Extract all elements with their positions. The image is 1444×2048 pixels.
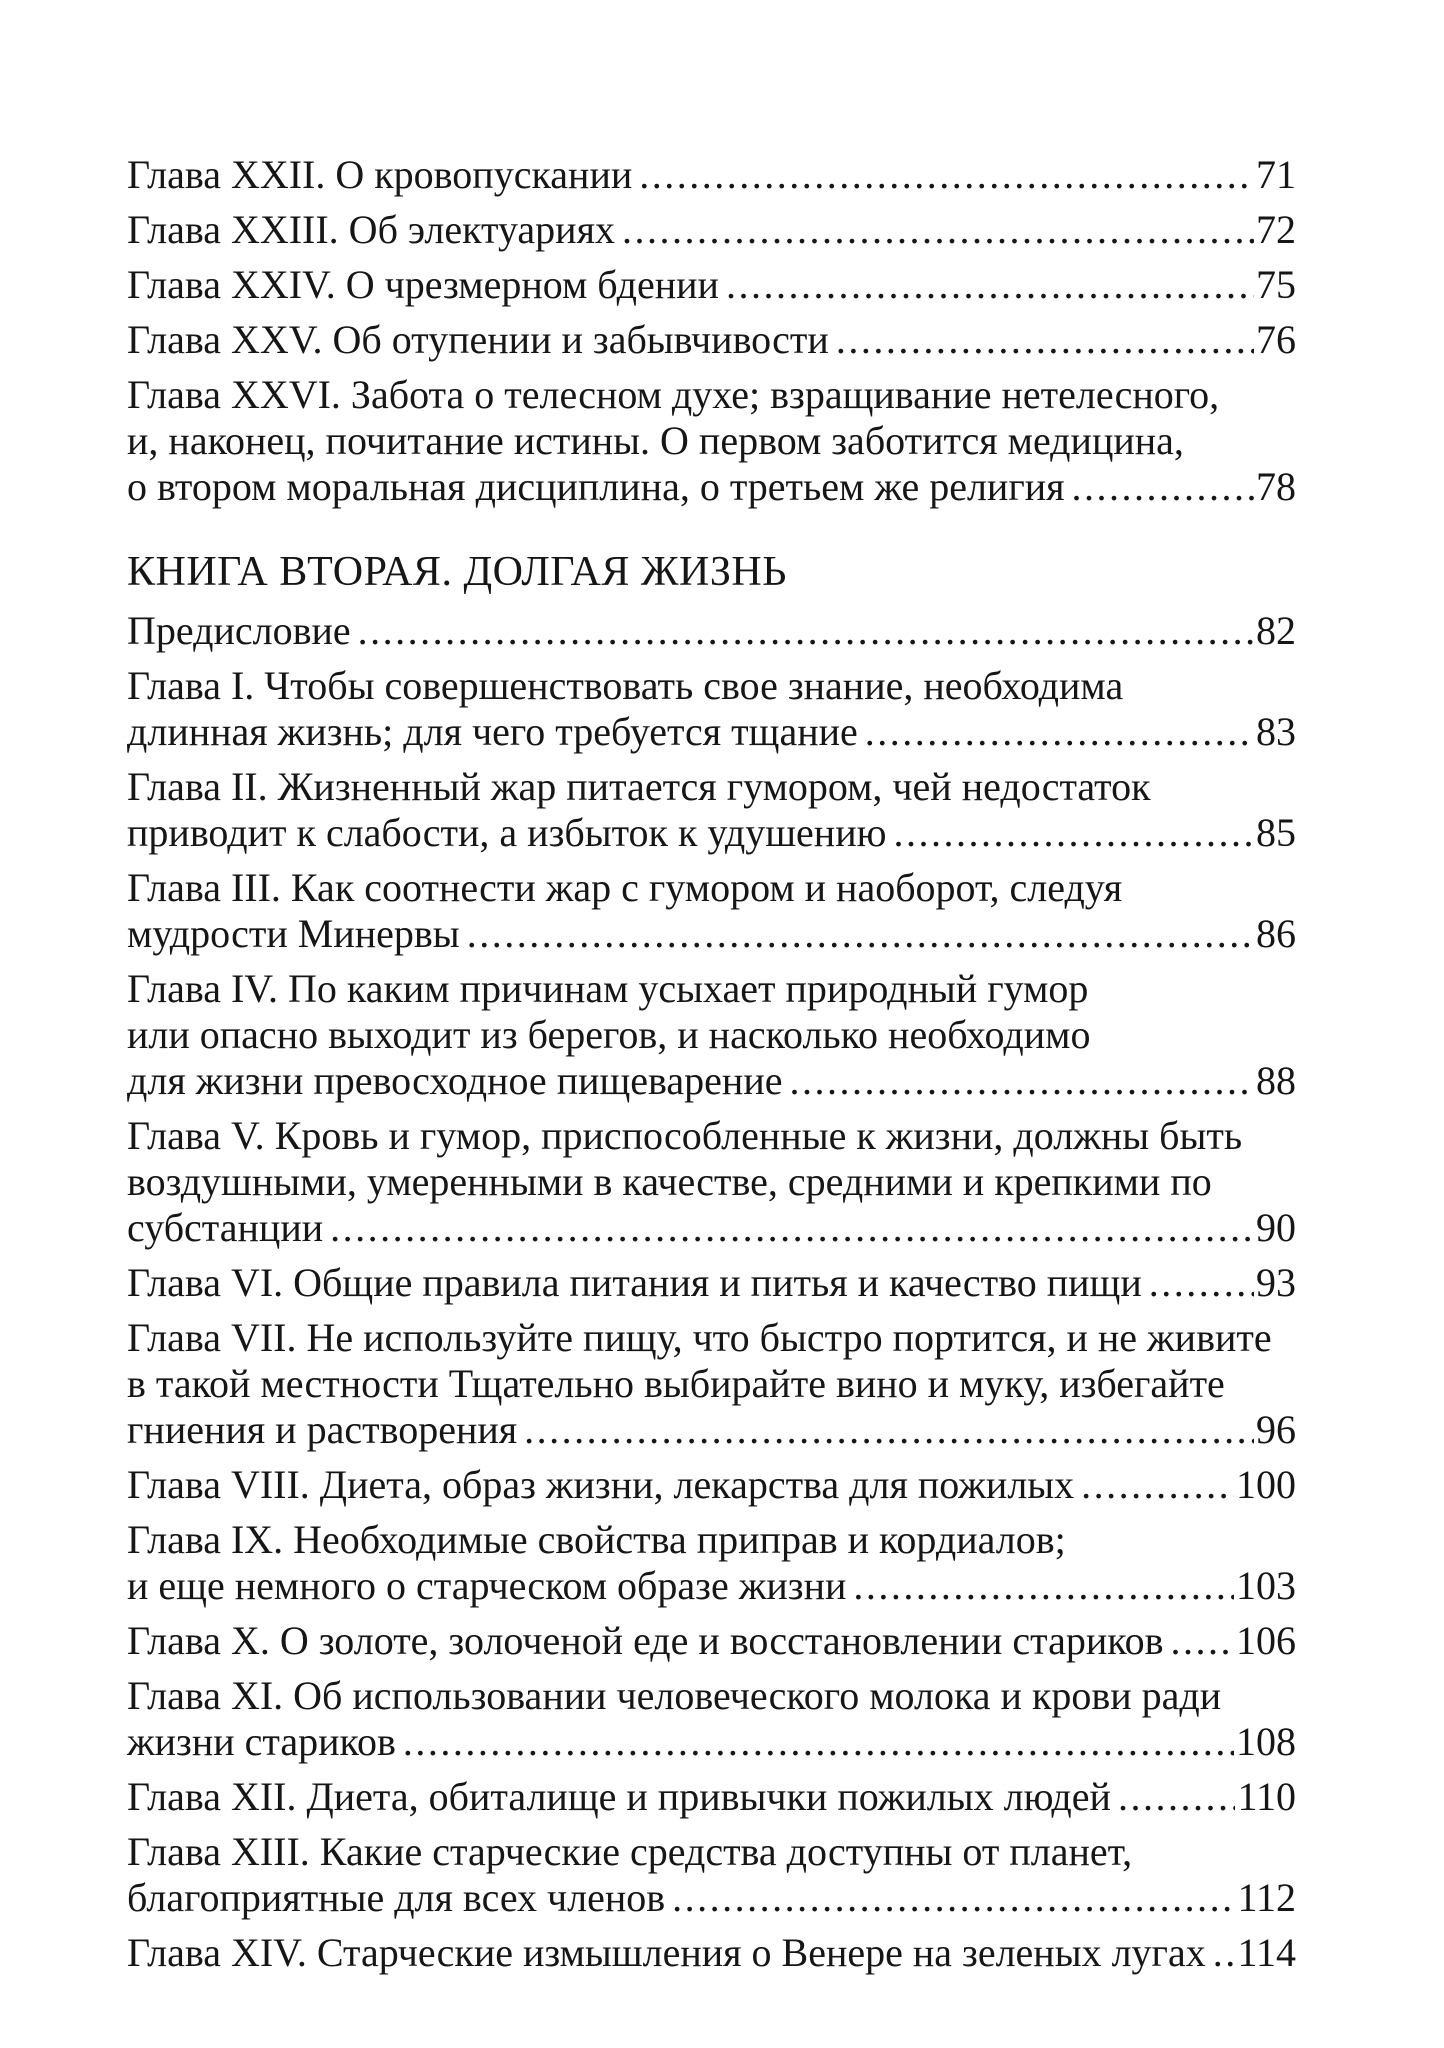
toc-entry bbox=[127, 1315, 1296, 1453]
dot-leader bbox=[1149, 1260, 1254, 1306]
toc-entry-line bbox=[127, 1618, 1296, 1664]
toc-entry-line bbox=[127, 152, 1296, 198]
toc-entry-line bbox=[127, 1058, 1296, 1104]
toc-entry bbox=[127, 152, 1296, 198]
toc-entry-line bbox=[127, 1875, 1296, 1921]
toc-entry-text: Глава I. Чтобы совершенствовать свое знание, необходима bbox=[127, 663, 1124, 708]
toc-entry bbox=[127, 608, 1296, 654]
toc-entry-line bbox=[127, 1159, 1296, 1205]
toc-entry-line bbox=[127, 1517, 1296, 1563]
page-number: 106 bbox=[1236, 1618, 1296, 1663]
dot-leader bbox=[1118, 1774, 1236, 1820]
toc-entry bbox=[127, 1517, 1296, 1609]
dot-leader bbox=[467, 911, 1254, 957]
toc-entry-text: жизни стариков bbox=[127, 1719, 396, 1764]
page-number: 86 bbox=[1256, 911, 1296, 956]
toc-entry-text: благоприятные для всех членов bbox=[127, 1875, 666, 1920]
toc-entry-line bbox=[127, 1012, 1296, 1058]
dot-leader bbox=[403, 1719, 1234, 1765]
toc-entry-line bbox=[127, 372, 1296, 418]
dot-leader bbox=[524, 1407, 1254, 1453]
page-number: 108 bbox=[1236, 1719, 1296, 1764]
dot-leader bbox=[853, 1563, 1234, 1609]
toc-entry bbox=[127, 262, 1296, 308]
toc-entry-line bbox=[127, 207, 1296, 253]
toc-entry bbox=[127, 1113, 1296, 1251]
toc-entry bbox=[127, 1673, 1296, 1765]
toc-entry-line bbox=[127, 1205, 1296, 1251]
toc-entry-text: воздушными, умеренными в качестве, средними и крепкими по bbox=[127, 1159, 1212, 1204]
toc-entry bbox=[127, 372, 1296, 510]
toc-entry-text: Глава IV. По каким причинам усыхает природный гумор bbox=[127, 966, 1089, 1011]
toc-entry-line bbox=[127, 1673, 1296, 1719]
page-number: 110 bbox=[1237, 1774, 1296, 1819]
dot-leader bbox=[1081, 1462, 1234, 1508]
toc-entry-text: Глава XIII. Какие старческие средства доступны от планет, bbox=[127, 1829, 1133, 1874]
toc-entry bbox=[127, 1930, 1296, 1976]
toc-entry-text: Глава V. Кровь и гумор, приспособленные к жизни, должны быть bbox=[127, 1113, 1243, 1158]
toc-entry-text: Глава XI. Об использовании человеческого молока и крови ради bbox=[127, 1673, 1222, 1718]
toc-entry-text: Глава VII. Не используйте пищу, что быстро портится, и не живите bbox=[127, 1315, 1272, 1360]
toc-list-book-two bbox=[127, 608, 1296, 1976]
toc-entry bbox=[127, 1260, 1296, 1306]
page-number: 112 bbox=[1237, 1875, 1296, 1920]
toc-entry bbox=[127, 966, 1296, 1104]
toc-entry-line bbox=[127, 1774, 1296, 1820]
toc-entry-line bbox=[127, 911, 1296, 957]
dot-leader bbox=[894, 810, 1255, 856]
page-number: 83 bbox=[1256, 709, 1296, 754]
toc-entry-line bbox=[127, 608, 1296, 654]
toc-entry bbox=[127, 1618, 1296, 1664]
toc-entry-line bbox=[127, 810, 1296, 856]
toc-entry-line bbox=[127, 1719, 1296, 1765]
toc-entry-text: мудрости Минервы bbox=[127, 911, 460, 956]
toc-entry-line bbox=[127, 262, 1296, 308]
toc-entry bbox=[127, 865, 1296, 957]
toc-entry bbox=[127, 207, 1296, 253]
toc-entry-line bbox=[127, 1361, 1296, 1407]
toc-entry-line bbox=[127, 1113, 1296, 1159]
toc-entry bbox=[127, 764, 1296, 856]
dot-leader bbox=[1072, 464, 1254, 510]
section-heading: КНИГА ВТОРАЯ. ДОЛГАЯ ЖИЗНЬ bbox=[127, 549, 787, 595]
toc-entry-text: о втором моральная дисциплина, о третьем же религия bbox=[127, 464, 1065, 509]
toc-entry-line bbox=[127, 1930, 1296, 1976]
toc-entry-text: Предисловие bbox=[127, 608, 351, 653]
dot-leader bbox=[639, 152, 1254, 198]
toc-entry-text: Глава XII. Диета, обиталище и привычки пожилых людей bbox=[127, 1774, 1111, 1819]
toc-entry-text: в такой местности Тщательно выбирайте вино и муку, избегайте bbox=[127, 1361, 1225, 1406]
page-number: 96 bbox=[1256, 1407, 1296, 1452]
toc-list-book-one bbox=[127, 152, 1296, 510]
toc-entry-text: Глава XXV. Об отупении и забывчивости bbox=[127, 317, 829, 362]
page-number: 90 bbox=[1256, 1205, 1296, 1250]
toc-entry-text: Глава VIII. Диета, образ жизни, лекарства для пожилых bbox=[127, 1462, 1075, 1507]
toc-entry-line bbox=[127, 865, 1296, 911]
dot-leader bbox=[358, 608, 1254, 654]
toc-entry-text: Глава XXIII. Об электуариях bbox=[127, 207, 615, 252]
toc-entry-text: Глава IX. Необходимые свойства приправ и кордиалов; bbox=[127, 1517, 1066, 1562]
toc-entry-text: и, наконец, почитание истины. О первом заботится медицина, bbox=[127, 418, 1184, 463]
page-number: 82 bbox=[1256, 608, 1296, 653]
toc-entry-text: Глава XXVI. Забота о телесном духе; взращивание нетелесного, bbox=[127, 372, 1220, 417]
toc-entry-text: для жизни превосходное пищеварение bbox=[127, 1058, 783, 1103]
dot-leader bbox=[865, 709, 1254, 755]
dot-leader bbox=[726, 262, 1254, 308]
toc-entry bbox=[127, 1462, 1296, 1508]
toc-entry-line bbox=[127, 966, 1296, 1012]
toc-entry-line bbox=[127, 418, 1296, 464]
toc-entry-text: Глава XXII. О кровопускании bbox=[127, 152, 633, 197]
page-number: 85 bbox=[1256, 810, 1296, 855]
toc-entry-line bbox=[127, 1563, 1296, 1609]
toc-entry-line bbox=[127, 317, 1296, 363]
dot-leader bbox=[790, 1058, 1255, 1104]
toc-entry-line bbox=[127, 764, 1296, 810]
toc-entry-text: и еще немного о старческом образе жизни bbox=[127, 1563, 847, 1608]
page-number: 114 bbox=[1237, 1930, 1296, 1975]
dot-leader bbox=[622, 207, 1254, 253]
toc-entry-line bbox=[127, 1462, 1296, 1508]
page-number: 71 bbox=[1256, 152, 1296, 197]
toc-entry-line bbox=[127, 464, 1296, 510]
toc-entry-text: длинная жизнь; для чего требуется тщание bbox=[127, 709, 858, 754]
dot-leader bbox=[1213, 1930, 1236, 1976]
page-number: 103 bbox=[1236, 1563, 1296, 1608]
dot-leader bbox=[672, 1875, 1235, 1921]
toc-entry-text: субстанции bbox=[127, 1205, 324, 1250]
toc-entry-text: Глава XXIV. О чрезмерном бдении bbox=[127, 262, 719, 307]
toc-entry-line bbox=[127, 1315, 1296, 1361]
page-number: 78 bbox=[1256, 464, 1296, 509]
dot-leader bbox=[836, 317, 1254, 363]
dot-leader bbox=[330, 1205, 1254, 1251]
toc-entry-text: или опасно выходит из берегов, и насколько необходимо bbox=[127, 1012, 1091, 1057]
toc-entry-text: Глава XIV. Старческие измышления о Венере на зеленых лугах bbox=[127, 1930, 1206, 1975]
dot-leader bbox=[1171, 1618, 1234, 1664]
page-number: 76 bbox=[1256, 317, 1296, 362]
page-number: 88 bbox=[1256, 1058, 1296, 1103]
toc-entry-line bbox=[127, 1260, 1296, 1306]
toc-entry bbox=[127, 1829, 1296, 1921]
toc-entry bbox=[127, 317, 1296, 363]
page-number: 93 bbox=[1256, 1260, 1296, 1305]
toc-entry-text: приводит к слабости, а избыток к удушению bbox=[127, 810, 887, 855]
toc-entry-text: Глава X. О золоте, золоченой еде и восстановлении стариков bbox=[127, 1618, 1164, 1663]
toc-entry-line bbox=[127, 1829, 1296, 1875]
toc-entry-line bbox=[127, 1407, 1296, 1453]
page-number: 100 bbox=[1236, 1462, 1296, 1507]
toc-entry-text: Глава II. Жизненный жар питается гумором, чей недостаток bbox=[127, 764, 1151, 809]
page-number: 75 bbox=[1256, 262, 1296, 307]
page-number: 72 bbox=[1256, 207, 1296, 252]
toc-entry bbox=[127, 663, 1296, 755]
toc-entry-text: Глава VI. Общие правила питания и питья и качество пищи bbox=[127, 1260, 1142, 1305]
toc-entry-text: гниения и растворения bbox=[127, 1407, 518, 1452]
toc-entry-line bbox=[127, 663, 1296, 709]
toc-entry bbox=[127, 1774, 1296, 1820]
toc-entry-line bbox=[127, 709, 1296, 755]
toc-entry-text: Глава III. Как соотнести жар с гумором и наоборот, следуя bbox=[127, 865, 1123, 910]
